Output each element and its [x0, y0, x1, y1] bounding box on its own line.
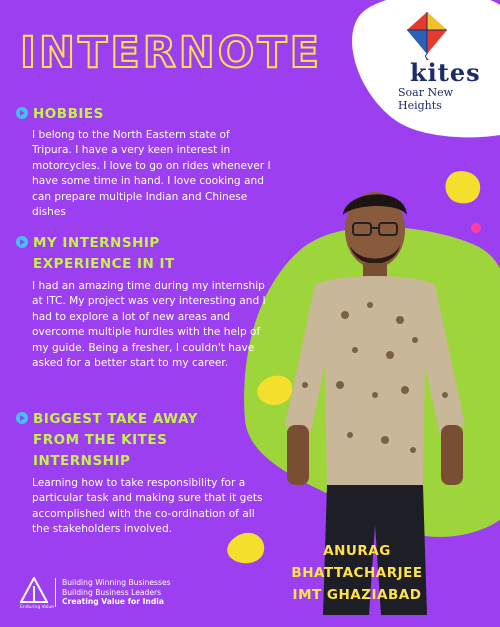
section-heading-line: FROM THE KITES: [33, 432, 168, 448]
footer-line-3: Creating Value for India: [62, 597, 165, 606]
section-heading-line: EXPERIENCE IN IT: [33, 256, 175, 272]
section-body-internship: I had an amazing time during my internship at ITC. My project was very interesting and I had to explore a lot of new areas and overcome multiple hurdles with the help of my guide. Being a fresher, I couldn't have asked for a better start to my career.: [32, 280, 266, 370]
bullet-arrow-icon: [16, 236, 28, 248]
logo-wordmark: kites: [410, 58, 481, 87]
section-heading-takeaway: [16, 409, 198, 472]
section-heading-line: MY INTERNSHIP: [33, 235, 160, 251]
section-heading-line: BIGGEST TAKE AWAY: [33, 411, 198, 427]
footer-mini-text: Enduring Value: [20, 605, 55, 610]
footer-line-1: Building Winning Businesses: [62, 578, 171, 587]
bullet-arrow-icon: [16, 107, 28, 119]
footer-line-2: Building Business Leaders: [62, 587, 162, 597]
person-last-name: BHATTACHARJEE: [291, 565, 423, 581]
section-heading-line: HOBBIES: [33, 106, 104, 122]
section-heading-line: INTERNSHIP: [33, 453, 131, 469]
person-institute: IMT GHAZIABAD: [292, 587, 422, 603]
footer-tagline: [55, 578, 171, 607]
bullet-arrow-icon: [16, 412, 28, 424]
section-heading-hobbies: [16, 104, 104, 125]
section-body-hobbies: I belong to the North Eastern state of Tripura. I have a very keen interest in motorcycles. I love to go on rides whenever I have some time in hand. I love cooking and can prepare multiple Indian and Chinese dishes: [32, 129, 271, 219]
kite-logo-icon: [402, 10, 452, 60]
logo-tagline: Soar New Heights: [398, 86, 454, 112]
person-first-name: ANURAG: [323, 543, 391, 559]
section-body-takeaway: Learning how to take responsibility for a particular task and making sure that it gets accomplished with the co-ordination of all the stakeholders involved.: [32, 477, 263, 536]
page-title: INTERNOTE: [20, 28, 323, 78]
section-heading-internship: [16, 233, 175, 275]
itc-logo-icon: [20, 577, 48, 605]
person-credit: [264, 540, 450, 606]
